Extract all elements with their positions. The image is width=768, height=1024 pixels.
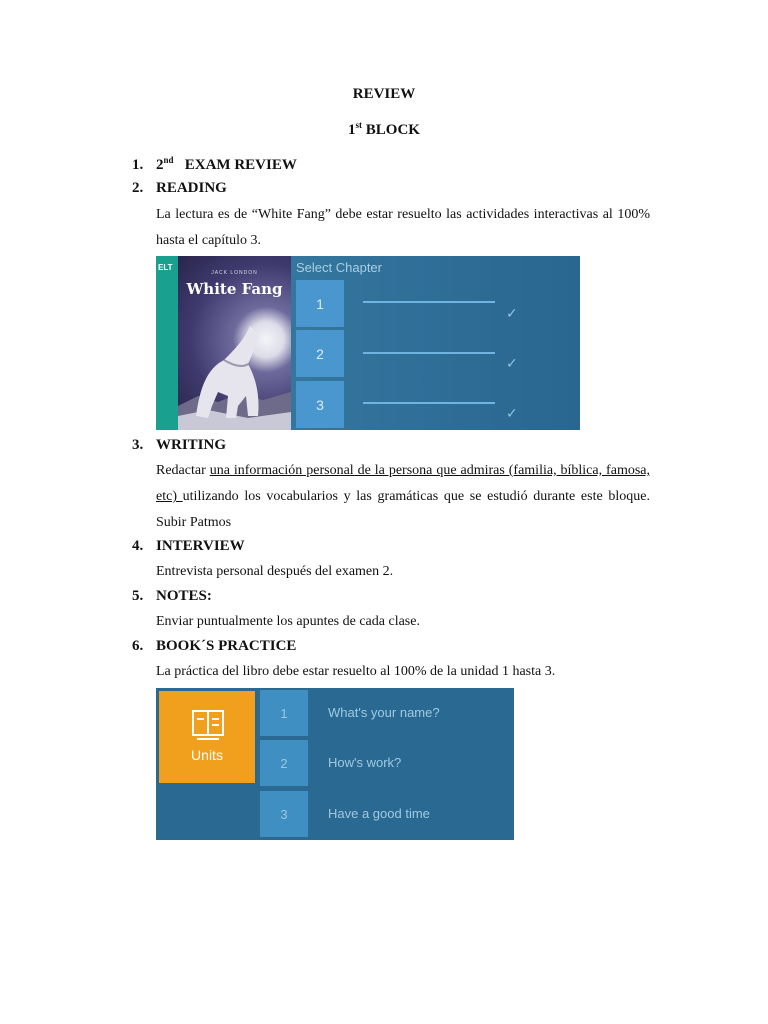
unit-3-number[interactable]: 3 (260, 791, 308, 837)
item-notes-heading (132, 588, 212, 605)
item-exam-review-heading (132, 155, 297, 174)
books-practice-text: La práctica del libro debe estar resuelto al 100% de la unidad 1 hasta 3. (156, 664, 556, 679)
item-heading-text: EXAM REVIEW (184, 157, 297, 173)
unit-2-number[interactable]: 2 (260, 740, 308, 786)
unit-1-number[interactable]: 1 (260, 690, 308, 736)
item-heading-text: BOOK´S PRACTICE (156, 638, 297, 654)
writing-text-end: utilizando los vocabularios y las gramáticas que se estudió durante este bloque. Subir Patmos (156, 489, 650, 530)
units-screenshot (156, 688, 514, 840)
block-number: 1 (348, 122, 356, 138)
item-reading-heading (132, 180, 227, 197)
check-icon: ✓ (506, 306, 518, 322)
block-label: BLOCK (365, 122, 420, 138)
item-books-practice-heading (132, 638, 296, 655)
item-number: 5. (132, 588, 144, 604)
chapter-1-button[interactable]: 1 (296, 280, 344, 327)
check-icon: ✓ (506, 356, 518, 372)
cover-art (178, 256, 291, 430)
item-heading-text: INTERVIEW (156, 538, 245, 554)
writing-text (156, 458, 650, 536)
block-ordinal: st (355, 120, 363, 130)
block-subtitle (0, 120, 768, 139)
check-icon: ✓ (506, 406, 518, 422)
item-number: 2. (132, 180, 144, 196)
cover-title: White Fang (186, 280, 283, 298)
writing-text-underlined: una información personal de la persona que admiras (familia, bíblica, famosa, etc) (156, 463, 650, 504)
unit-2-title[interactable]: How's work? (328, 755, 402, 770)
book-icon (191, 709, 225, 741)
interview-text: Entrevista personal después del examen 2. (156, 564, 394, 579)
item-heading-text: READING (156, 180, 227, 196)
item-interview-heading (132, 538, 245, 555)
cover-author: JACK LONDON (211, 270, 258, 276)
item-number: 3. (132, 437, 144, 453)
item-number: 4. (132, 538, 144, 554)
notes-text: Enviar puntualmente los apuntes de cada clase. (156, 614, 420, 629)
cover-brand: ELT (158, 263, 173, 272)
howling-wolf-icon (178, 256, 291, 430)
reading-text: La lectura es de “White Fang” debe estar resuelto las actividades interactivas al 100% hasta el capítulo 3. (156, 207, 650, 248)
chapter-2-button[interactable]: 2 (296, 330, 344, 377)
page-title: REVIEW (352, 86, 416, 102)
item-number: 6. (132, 638, 144, 654)
item-number: 1. (132, 157, 144, 173)
cover-side-strip (156, 256, 178, 430)
units-tile[interactable] (159, 691, 255, 783)
writing-text-start: Redactar (156, 463, 210, 478)
item-heading-text: NOTES: (156, 588, 212, 604)
units-tile-label: Units (191, 747, 223, 763)
unit-1-title[interactable]: What's your name? (328, 705, 440, 720)
book-cover-image (156, 256, 291, 430)
unit-3-title[interactable]: Have a good time (328, 806, 430, 821)
item-ordinal-number: 2 (156, 157, 164, 173)
chapter-progress-line (363, 402, 495, 404)
chapter-progress-line (363, 352, 495, 354)
item-ordinal-suffix: nd (163, 155, 174, 165)
chapter-3-button[interactable]: 3 (296, 381, 344, 428)
white-fang-chapter-screenshot (156, 256, 580, 430)
select-chapter-label: Select Chapter (296, 260, 382, 275)
chapter-progress-line (363, 301, 495, 303)
item-heading-text: WRITING (156, 437, 227, 453)
item-writing-heading (132, 437, 226, 454)
